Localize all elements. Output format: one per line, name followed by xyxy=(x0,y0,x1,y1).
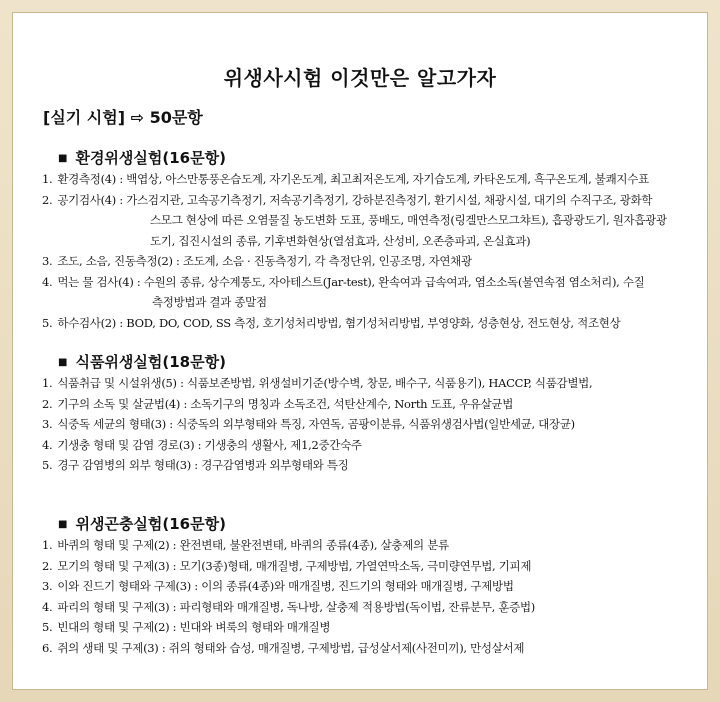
item-text: 바퀴의 형태 및 구제(2) : 완전변태, 불완전변태, 바퀴의 종류(4종), 살충제의 분류 xyxy=(57,538,449,552)
item-text: 식품취급 및 시설위생(5) : 식품보존방법, 위생설비기준(방수벽, 창문, 배수구, 식품용기), HACCP, 식품감별법, xyxy=(57,376,593,390)
list-item xyxy=(42,597,692,618)
item-text: 경구 감염병의 외부 형태(3) : 경구감염병과 외부형태와 특징 xyxy=(57,458,349,472)
section-heading xyxy=(58,147,692,169)
item-number: 3. xyxy=(42,254,53,268)
item-number: 5. xyxy=(42,620,53,634)
item-text: 조도, 소음, 진동측정(2) : 조도계, 소음 · 진동측정기, 각 측정단위, 인공조명, 자연채광 xyxy=(57,254,472,268)
page-title: 위생사시험 이것만은 알고가자 xyxy=(223,66,497,90)
item-text: 모기의 형태 및 구제(3) : 모기(3종)형태, 매개질병, 구제방법, 가열연막소독, 극미량연무법, 기피제 xyxy=(57,558,532,573)
list-item xyxy=(42,414,692,435)
item-text: 기생충 형태 및 감염 경로(3) : 기생충의 생활사, 제1,2중간숙주 xyxy=(57,437,362,452)
item-text: 하수검사(2) : BOD, DO, COD, SS 측정, 호기성처리방법, 혐기성처리방법, 부영양화, 성층현상, 전도현상, 적조현상 xyxy=(57,315,621,330)
section-heading xyxy=(58,513,692,535)
item-number: 4. xyxy=(42,437,53,452)
list-item xyxy=(42,394,692,415)
item-number: 5. xyxy=(42,315,53,330)
item-number: 1. xyxy=(42,172,53,186)
section-insects xyxy=(42,513,692,658)
list-item-continuation: 측정방법과 결과 종말점 xyxy=(152,295,267,309)
item-text: 쥐의 생태 및 구제(3) : 쥐의 형태와 습성, 매개질병, 구제방법, 급성살서제(사전미끼), 만성살서제 xyxy=(57,640,525,655)
item-text: 이와 진드기 형태와 구제(3) : 이의 종류(4종)와 매개질병, 진드기의 형태와 매개질병, 구제방법 xyxy=(57,579,514,593)
item-number: 4. xyxy=(42,274,53,289)
section-heading-text: 위생곤충실험(16문항) xyxy=(75,515,226,533)
list-item xyxy=(42,535,692,556)
square-bullet-icon: ■ xyxy=(58,357,68,368)
list-item xyxy=(42,576,692,597)
list-item xyxy=(42,272,692,293)
section-heading-text: 환경위생실험(16문항) xyxy=(75,149,226,167)
list-item xyxy=(42,556,692,577)
item-text: 빈대의 형태 및 구제(2) : 빈대와 벼룩의 형태와 매개질병 xyxy=(57,620,331,634)
item-text: 기구의 소독 및 살균법(4) : 소독기구의 명칭과 소독조건, 석탄산계수, North 도표, 우유살균법 xyxy=(57,396,514,411)
page-subtitle: [실기 시험] ⇨ 50문항 xyxy=(43,108,203,127)
item-number: 3. xyxy=(42,579,53,593)
item-text: 먹는 물 검사(4) : 수원의 종류, 상수계통도, 자아테스트(Jar-test), 완속여과 급속여과, 염소소독(불연속점 염소처리), 수질 xyxy=(57,274,645,289)
item-number: 1. xyxy=(42,376,53,390)
item-text: 환경측정(4) : 백엽상, 아스만통풍온습도계, 자기온도계, 최고최저온도계, 자기습도계, 카타온도계, 흑구온도계, 불쾌지수표 xyxy=(57,172,649,186)
list-item xyxy=(42,455,692,476)
section-heading xyxy=(58,351,692,373)
item-number: 4. xyxy=(42,599,53,614)
list-item xyxy=(42,435,692,456)
document-page xyxy=(12,12,708,690)
list-item xyxy=(42,190,692,211)
square-bullet-icon: ■ xyxy=(58,153,68,164)
item-number: 3. xyxy=(42,417,53,431)
item-number: 2. xyxy=(42,558,53,573)
list-item xyxy=(42,617,692,638)
square-bullet-icon: ■ xyxy=(58,519,68,530)
list-item xyxy=(42,313,692,334)
list-item-continuation: 스모그 현상에 따른 오염물질 농도변화 도표, 풍배도, 매연측정(링겔만스모그챠트), 흡광광도기, 원자흡광광 xyxy=(150,213,667,227)
item-text: 공기검사(4) : 가스검지관, 고속공기측정기, 저속공기측정기, 강하분진측정기, 환기시설, 채광시설, 대기의 수직구조, 광화학 xyxy=(57,192,653,207)
item-number: 5. xyxy=(42,458,53,472)
item-number: 6. xyxy=(42,640,53,655)
item-text: 파리의 형태 및 구제(3) : 파리형태와 매개질병, 독나방, 살충제 적용방법(독이법, 잔류분무, 훈증법) xyxy=(57,599,535,614)
list-item-continuation: 도기, 집진시설의 종류, 기후변화현상(열섬효과, 산성비, 오존층파괴, 온실효과) xyxy=(150,233,531,248)
section-food xyxy=(42,351,692,476)
section-heading-text: 식품위생실험(18문항) xyxy=(75,353,226,371)
list-item xyxy=(42,373,692,394)
section-environment xyxy=(42,147,692,333)
item-text: 식중독 세균의 형태(3) : 식중독의 외부형태와 특징, 자연독, 곰팡이분류, 식품위생검사법(일반세균, 대장균) xyxy=(57,417,575,431)
list-item xyxy=(42,169,692,190)
item-number: 2. xyxy=(42,396,53,411)
list-item xyxy=(42,251,692,272)
list-item xyxy=(42,638,692,659)
item-number: 2. xyxy=(42,192,53,207)
item-number: 1. xyxy=(42,538,53,552)
